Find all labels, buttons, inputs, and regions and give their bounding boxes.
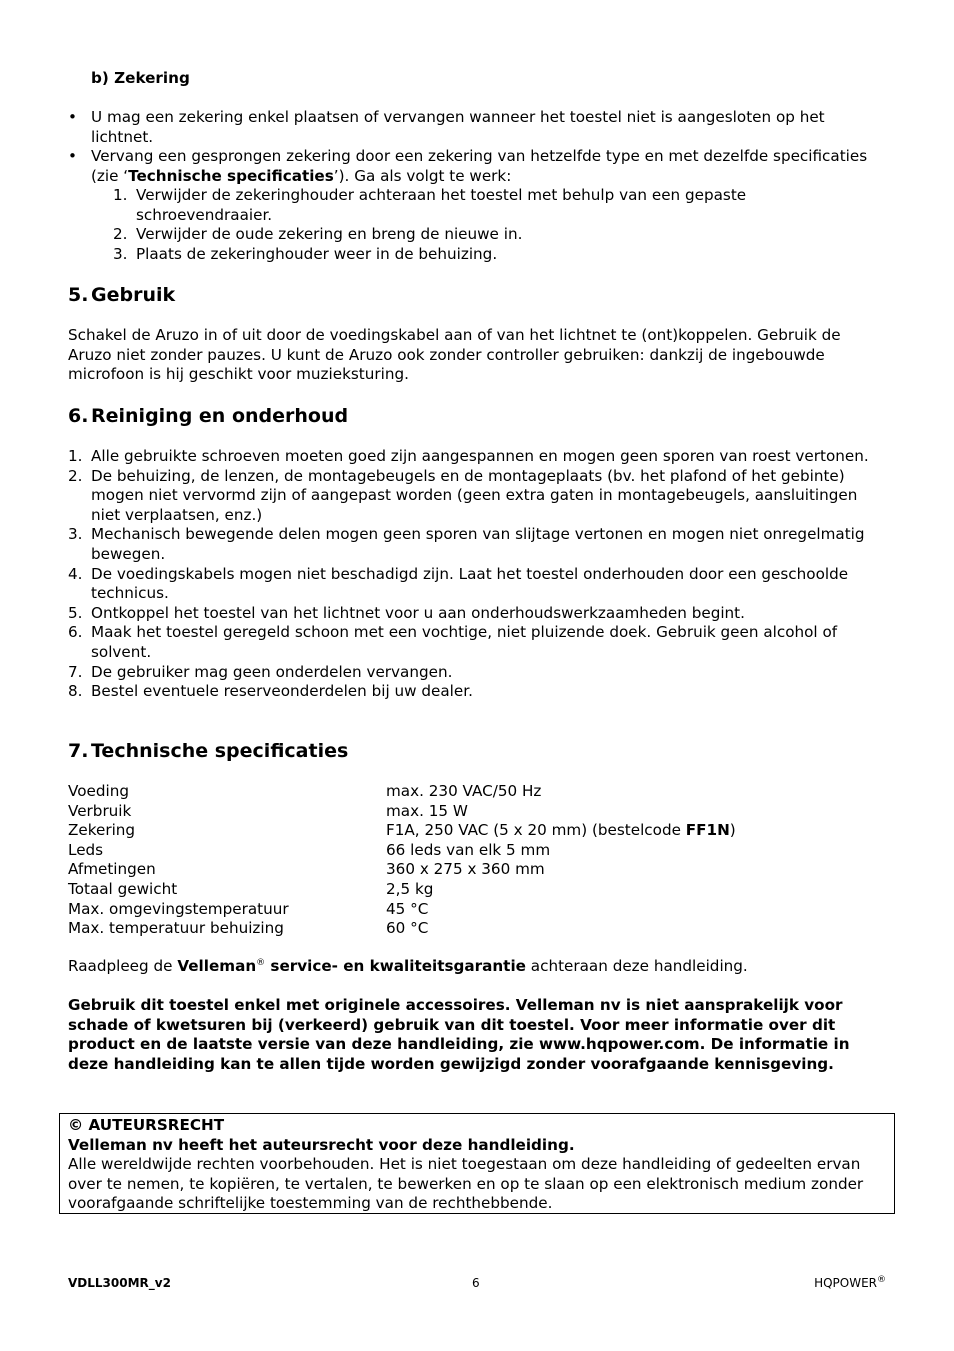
fuse-bullet-1: • U mag een zekering enkel plaatsen of vervangen wanneer het toestel niet is aangesloten op het lichtnet. xyxy=(68,108,878,147)
footer-brand: HQPOWER® xyxy=(814,1275,886,1290)
fuse-heading-text: Zekering xyxy=(114,69,190,87)
disclaimer: Gebruik dit toestel enkel met originele accessoires. Velleman nv is niet aansprakelijk voor schade of kwetsuren bij (verkeerd) gebruik van dit toestel. Voor meer informatie over dit product en de laatste versie van deze handleiding, zie www.hqpower.com. De informatie in deze handleiding kan te allen tijde worden gewijzigd zonder voorafgaande kennisgeving. xyxy=(68,996,850,1073)
specs-heading: 7. Technische specificaties xyxy=(68,740,349,762)
spec-row: Max. omgevingstemperatuur 45 °C xyxy=(68,899,429,918)
spec-row: Zekering F1A, 250 VAC (5 x 20 mm) (bestelcode FF1N) xyxy=(68,821,736,840)
fuse-bullets xyxy=(68,108,878,186)
spec-row: Afmetingen 360 x 275 x 360 mm xyxy=(68,860,545,879)
spec-row: Voeding max. 230 VAC/50 Hz xyxy=(68,782,542,800)
maintenance-item: 1. Alle gebruikte schroeven moeten goed zijn aangespannen en mogen geen sporen van roest vertonen. xyxy=(68,447,869,465)
maintenance-item: 8. Bestel eventuele reserveonderdelen bij uw dealer. xyxy=(68,682,473,701)
fuse-steps xyxy=(68,186,828,264)
maintenance-heading: 6. Reiniging en onderhoud xyxy=(68,405,349,427)
fuse-step: 2. Verwijder de oude zekering en breng de nieuwe in. xyxy=(113,225,523,244)
service-note: Raadpleeg de Velleman® service- en kwaliteitsgarantie achteraan deze handleiding. xyxy=(68,957,748,975)
spec-row: Max. temperatuur behuizing 60 °C xyxy=(68,919,429,938)
specs-reference: Technische specificaties xyxy=(128,166,334,185)
spec-row: Verbruik max. 15 W xyxy=(68,801,468,820)
copyright-text: Alle wereldwijde rechten voorbehouden. Het is niet toegestaan om deze handleiding of gedeelten ervan over te nemen, te kopiëren, te vertalen, te bewerken en op te slaan op een elektronisch medium zonder voorafgaande schriftelijke toestemming van de rechthebbende. xyxy=(68,1155,864,1213)
maintenance-list xyxy=(68,447,888,702)
maintenance-item: 6. Maak het toestel geregeld schoon met een vochtige, niet pluizende doek. Gebruik geen alcohol of solvent. xyxy=(68,623,838,661)
footer-model: VDLL300MR_v2 xyxy=(68,1276,171,1290)
use-heading: 5. Gebruik xyxy=(68,284,176,306)
maintenance-item: 4. De voedingskabels mogen niet beschadigd zijn. Laat het toestel onderhouden door een geschoolde technicus. xyxy=(68,564,849,603)
copyright-title: © AUTEURSRECHT xyxy=(68,1116,225,1134)
brand-name: Velleman xyxy=(177,957,257,975)
fuse-heading xyxy=(91,69,190,89)
spec-row: Leds 66 leds van elk 5 mm xyxy=(68,840,551,859)
maintenance-item: 5. Ontkoppel het toestel van het lichtnet voor u aan onderhoudswerkzaamheden begint. xyxy=(68,603,745,622)
maintenance-item: 3. Mechanisch bewegende delen mogen geen sporen van slijtage vertonen en mogen niet onregelmatig bewegen. xyxy=(68,525,865,563)
specs-table xyxy=(68,782,736,939)
maintenance-item: 7. De gebruiker mag geen onderdelen vervangen. xyxy=(68,662,453,681)
use-text: Schakel de Aruzo in of uit door de voedingskabel aan of van het lichtnet te (ont)koppelen. Gebruik de Aruzo niet zonder pauzes. U kunt de Aruzo ook zonder controller gebruiken: dankzij de ingebouwde microfoon is hij geschikt voor muzieksturing. xyxy=(68,326,841,384)
fuse-step: 3. Plaats de zekeringhouder weer in de behuizing. xyxy=(113,244,498,263)
copyright-line: Velleman nv heeft het auteursrecht voor deze handleiding. xyxy=(68,1135,575,1154)
footer-page-number: 6 xyxy=(472,1276,480,1290)
maintenance-item: 2. De behuizing, de lenzen, de montagebeugels en de montageplaats (bv. het plafond of het gebinte) mogen niet vervormd zijn of aangepast worden (geen extra gaten in montagebeugels, aansluitingen niet verplaatsen, enz.) xyxy=(68,466,858,524)
spec-row: Totaal gewicht 2,5 kg xyxy=(68,879,434,898)
fuse-step: 1. Verwijder de zekeringhouder achteraan het toestel met behulp van een gepaste schroevendraaier. xyxy=(113,186,747,224)
fuse-heading-prefix: b) xyxy=(91,69,109,87)
order-code: FF1N xyxy=(685,821,730,840)
copyright-box xyxy=(59,1113,895,1214)
fuse-bullet-2: • Vervang een gesprongen zekering door een zekering van hetzelfde type en met dezelfde specificaties (zie ‘Technische specificaties’). Ga als volgt te werk: xyxy=(68,147,878,186)
